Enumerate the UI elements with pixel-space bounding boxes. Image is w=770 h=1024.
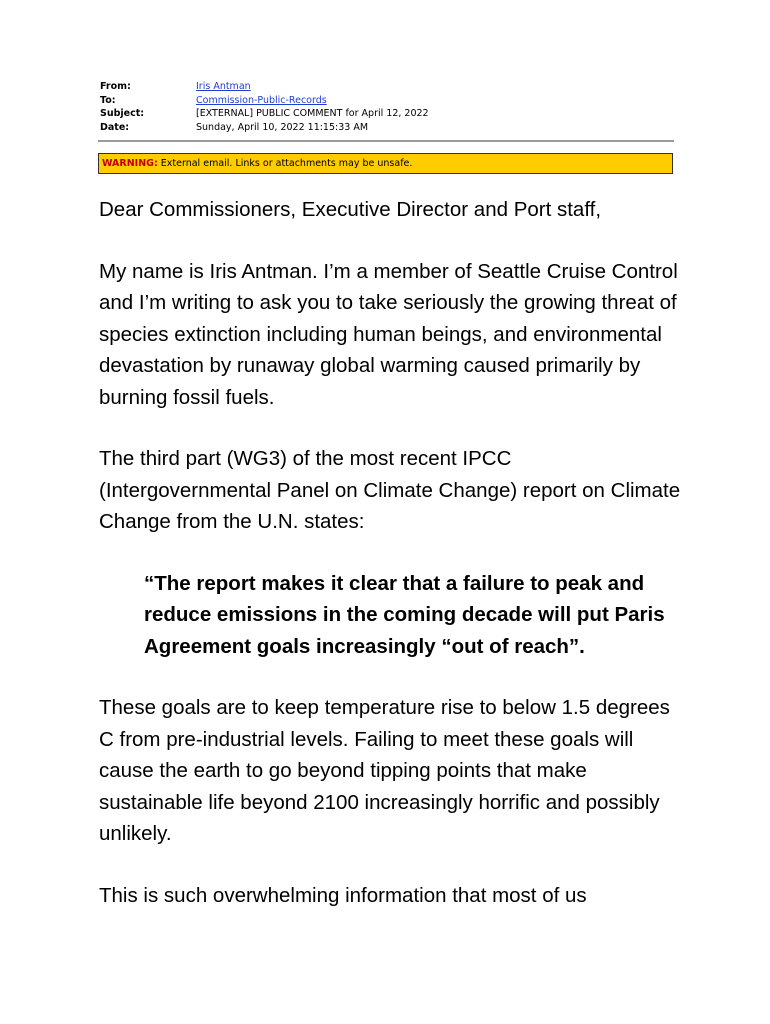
email-header [100,80,680,134]
from-link[interactable]: Iris Antman [196,81,251,92]
paragraph-ipcc: The third part (WG3) of the most recent IPCC (Intergovernmental Panel on Climate Change) report on Climate Change from the U.N. states: [99,447,681,533]
to-link[interactable]: Commission-Public-Records [196,94,327,106]
paragraph-intro: My name is Iris Antman. I’m a member of Seattle Cruise Control and I’m writing to ask you to take seriously the growing threat of species extinction including human beings, and environmental devastation by runaway global warming caused primarily by burning fossil fuels. [99,259,678,409]
warning-banner [98,153,673,174]
warning-label: WARNING: [102,158,158,169]
to-label: To: [100,94,116,106]
date-value: Sunday, April 10, 2022 11:15:33 AM [196,121,369,133]
from-row [100,80,680,94]
subject-label: Subject: [100,108,145,119]
subject-value: [EXTERNAL] PUBLIC COMMENT for April 12, 2022 [196,108,429,119]
ipcc-quote: “The report makes it clear that a failure to peak and reduce emissions in the coming decade will put Paris Agreement goals increasingly “out of reach”. [144,571,665,658]
greeting: Dear Commissioners, Executive Director and Port staff, [99,198,602,221]
paragraph-closing: This is such overwhelming information that most of us [99,883,587,907]
email-body [99,194,689,941]
header-divider [98,140,674,142]
to-row [100,94,680,108]
from-label: From: [100,81,131,92]
subject-row [100,107,680,121]
date-row [100,121,680,135]
warning-text: External email. Links or attachments may be unsafe. [157,158,413,169]
paragraph-goals: These goals are to keep temperature rise to below 1.5 degrees C from pre-industrial levels. Failing to meet these goals will cause the earth to go beyond tipping points that make sustainable life beyond 2100 increasingly horrific and possibly unlikely. [99,696,670,845]
date-label: Date: [100,121,130,133]
